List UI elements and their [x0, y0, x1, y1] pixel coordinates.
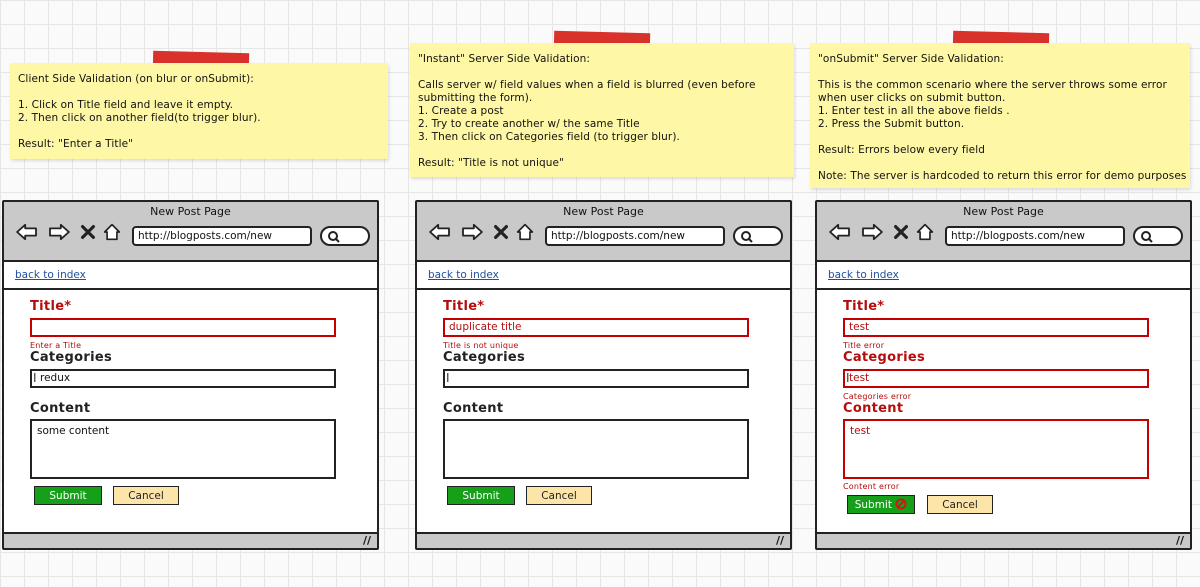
categories-error: Categories error — [843, 392, 912, 401]
note-line: 1. Create a post — [418, 105, 504, 117]
categories-value: redux — [40, 372, 71, 384]
close-x-icon[interactable] — [893, 223, 909, 241]
note-line: 2. Try to create another w/ the same Title — [418, 118, 640, 130]
note-line — [18, 125, 380, 138]
note-line: Result: Errors below every field — [818, 144, 985, 156]
categories-input[interactable] — [443, 369, 749, 388]
browser-window-onsubmit-validation — [815, 200, 1192, 550]
note-line: "Instant" Server Side Validation: — [418, 53, 591, 65]
content-error: Content error — [843, 482, 900, 491]
note-line: submitting the form). — [418, 92, 533, 104]
note-line: Result: "Title is not unique" — [418, 157, 564, 169]
content-textarea[interactable] — [443, 419, 749, 479]
no-entry-icon — [895, 498, 907, 510]
back-to-index-link[interactable]: back to index — [15, 269, 86, 281]
resize-grip-icon[interactable]: // — [362, 534, 371, 547]
address-bar[interactable]: http://blogposts.com/new — [132, 226, 312, 246]
title-error: Enter a Title — [30, 341, 82, 350]
resize-grip-icon[interactable]: // — [1175, 534, 1184, 547]
note-line: 2. Then click on another field(to trigger blur). — [18, 112, 261, 124]
cancel-button[interactable]: Cancel — [113, 486, 179, 505]
title-input[interactable]: duplicate title — [443, 318, 749, 337]
home-icon[interactable] — [914, 223, 936, 241]
right-arrow-icon[interactable] — [859, 223, 885, 241]
note-line: "onSubmit" Server Side Validation: — [818, 53, 1004, 65]
status-bar — [417, 532, 790, 548]
note-instant-server-validation — [410, 43, 794, 177]
note-line: 1. Click on Title field and leave it empty. — [18, 99, 234, 111]
title-label: Title* — [30, 299, 72, 314]
browser-toolbar — [417, 202, 790, 262]
note-line: Client Side Validation (on blur or onSubmit): — [18, 73, 254, 85]
search-field[interactable] — [733, 226, 783, 246]
cancel-button[interactable]: Cancel — [526, 486, 592, 505]
note-line — [418, 66, 786, 79]
note-line: Note: The server is hardcoded to return this error for demo purposes — [818, 170, 1187, 182]
text-cursor-icon: I — [446, 371, 450, 385]
cancel-button[interactable]: Cancel — [927, 495, 993, 514]
categories-label: Categories — [30, 350, 113, 365]
note-line: when user clicks on submit button. — [818, 92, 1006, 104]
home-icon[interactable] — [514, 223, 536, 241]
categories-input[interactable] — [30, 369, 336, 388]
search-field[interactable] — [320, 226, 370, 246]
content-label: Content — [443, 401, 504, 416]
title-input[interactable] — [30, 318, 336, 337]
search-field[interactable] — [1133, 226, 1183, 246]
browser-window-instant-validation — [415, 200, 792, 550]
note-line — [818, 66, 1182, 79]
address-bar[interactable]: http://blogposts.com/new — [545, 226, 725, 246]
content-textarea[interactable]: some content — [30, 419, 336, 479]
link-bar — [417, 262, 790, 290]
categories-label: Categories — [843, 350, 926, 365]
home-icon[interactable] — [101, 223, 123, 241]
note-line: This is the common scenario where the server throws some error — [818, 79, 1167, 91]
categories-input[interactable]: test — [843, 369, 1149, 388]
note-client-validation — [10, 63, 388, 159]
note-onsubmit-server-validation — [810, 43, 1190, 188]
window-title: New Post Page — [963, 205, 1044, 218]
close-x-icon[interactable] — [493, 223, 509, 241]
search-icon — [327, 230, 341, 243]
link-bar — [817, 262, 1190, 290]
resize-grip-icon[interactable]: // — [775, 534, 784, 547]
right-arrow-icon[interactable] — [46, 223, 72, 241]
window-title: New Post Page — [150, 205, 231, 218]
left-arrow-icon[interactable] — [427, 223, 453, 241]
note-line: Result: "Enter a Title" — [18, 138, 134, 150]
note-line: 3. Then click on Categories field (to trigger blur). — [418, 131, 680, 143]
note-line: 1. Enter test in all the above fields . — [818, 105, 1010, 117]
title-label: Title* — [443, 299, 485, 314]
title-error: Title error — [843, 341, 885, 350]
title-error: Title is not unique — [443, 341, 519, 350]
status-bar — [817, 532, 1190, 548]
address-bar[interactable]: http://blogposts.com/new — [945, 226, 1125, 246]
title-input[interactable]: test — [843, 318, 1149, 337]
content-textarea[interactable]: test — [843, 419, 1149, 479]
note-line — [418, 144, 786, 157]
status-bar — [4, 532, 377, 548]
left-arrow-icon[interactable] — [14, 223, 40, 241]
submit-button[interactable]: Submit — [34, 486, 102, 505]
content-label: Content — [30, 401, 91, 416]
content-label: Content — [843, 401, 904, 416]
title-label: Title* — [843, 299, 885, 314]
text-cursor-icon: I — [33, 371, 37, 385]
submit-button[interactable]: Submit — [447, 486, 515, 505]
back-to-index-link[interactable]: back to index — [828, 269, 899, 281]
submit-button[interactable] — [847, 495, 915, 514]
search-icon — [1140, 230, 1154, 243]
text-cursor-icon: I — [846, 371, 850, 385]
right-arrow-icon[interactable] — [459, 223, 485, 241]
link-bar — [4, 262, 377, 290]
window-title: New Post Page — [563, 205, 644, 218]
browser-toolbar — [4, 202, 377, 262]
left-arrow-icon[interactable] — [827, 223, 853, 241]
note-line: Calls server w/ field values when a field is blurred (even before — [418, 79, 756, 91]
categories-label: Categories — [443, 350, 526, 365]
submit-label: Submit — [854, 499, 892, 511]
back-to-index-link[interactable]: back to index — [428, 269, 499, 281]
note-line — [18, 86, 380, 99]
close-x-icon[interactable] — [80, 223, 96, 241]
note-line — [818, 131, 1182, 144]
browser-window-client-validation — [2, 200, 379, 550]
search-icon — [740, 230, 754, 243]
browser-toolbar — [817, 202, 1190, 262]
note-line: 2. Press the Submit button. — [818, 118, 965, 130]
note-line — [818, 157, 1182, 170]
